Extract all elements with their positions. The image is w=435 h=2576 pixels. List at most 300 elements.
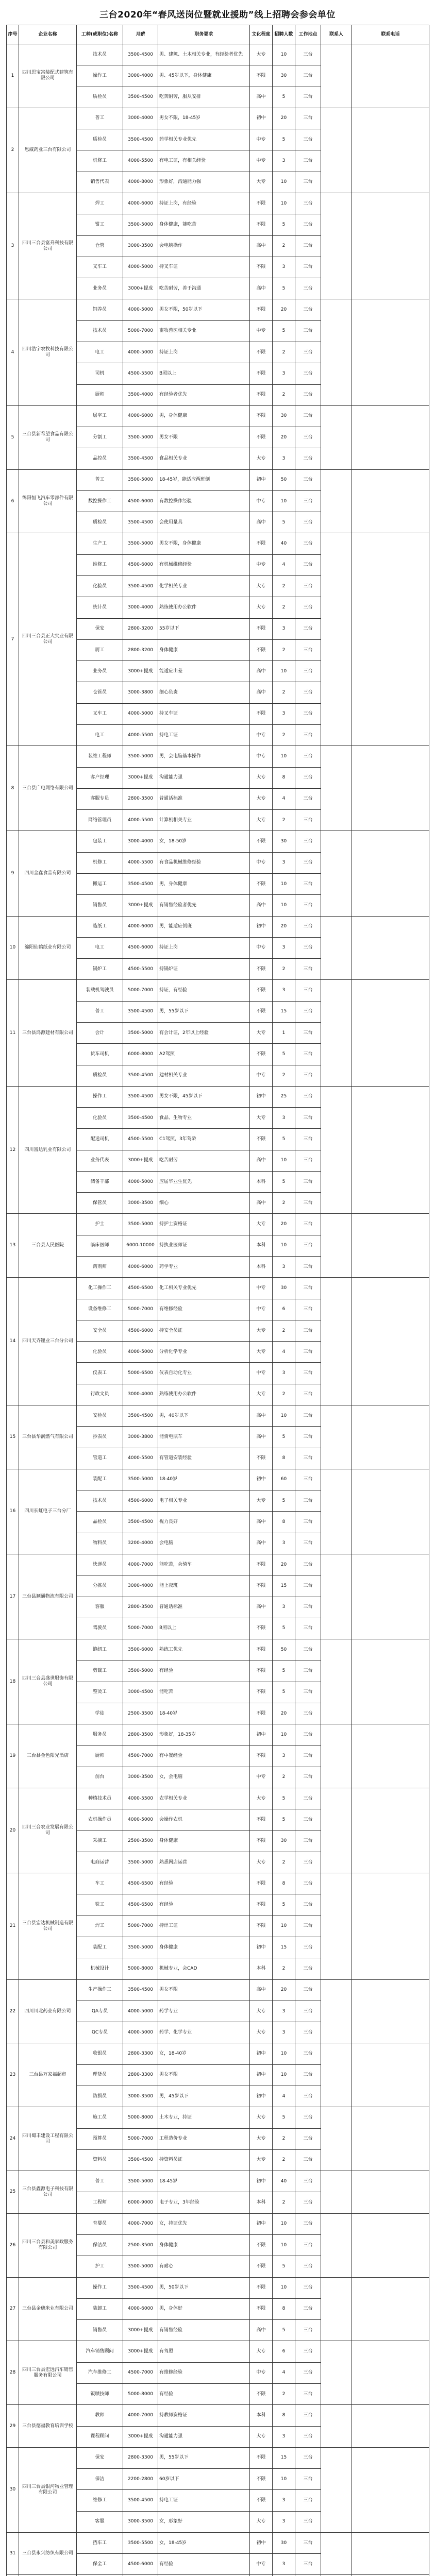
job-num-cell: 10 bbox=[273, 1150, 295, 1171]
job-req-cell: 女，18-50岁 bbox=[158, 831, 250, 852]
table-row bbox=[7, 2532, 429, 2553]
job-edu-cell: 初中 bbox=[250, 2086, 273, 2107]
job-pay-cell: 5000-8000 bbox=[123, 1958, 158, 1979]
company-name: 三台县顺通物流有限公司 bbox=[19, 1554, 77, 1639]
job-job-cell: 临床医师 bbox=[77, 1235, 123, 1256]
company-name: 四川三台县盛世服饰有限公司 bbox=[19, 1639, 77, 1724]
company-number: 24 bbox=[7, 2107, 19, 2171]
job-pay-cell: 3500-4500 bbox=[123, 512, 158, 533]
job-edu-cell: 不限 bbox=[250, 1575, 273, 1597]
contact-phone bbox=[352, 299, 429, 405]
table-row bbox=[7, 2171, 429, 2192]
company-name: 三台县鑫源电子科技有限公司 bbox=[19, 2171, 77, 2214]
job-num-cell: 2 bbox=[273, 2383, 295, 2404]
job-edu-cell: 大专 bbox=[250, 2022, 273, 2043]
table-row bbox=[7, 193, 429, 214]
job-req-cell: 有会计证，2年以上经验 bbox=[158, 1022, 250, 1043]
job-req-cell: 仪表自动化专业 bbox=[158, 1363, 250, 1384]
job-edu-cell: 不限 bbox=[250, 1448, 273, 1469]
job-job-cell: QC专员 bbox=[77, 2022, 123, 2043]
job-num-cell: 15 bbox=[273, 1001, 295, 1022]
job-job-cell: 数控操作工 bbox=[77, 490, 123, 512]
job-pay-cell: 3000-4000 bbox=[123, 831, 158, 852]
job-place-cell: 三台 bbox=[295, 235, 321, 257]
job-pay-cell: 2500-3500 bbox=[123, 1703, 158, 1724]
company-name: 绵阳仙鹤纸业有限公司 bbox=[19, 916, 77, 980]
company-number: 21 bbox=[7, 1873, 19, 1979]
job-place-cell: 三台 bbox=[295, 1703, 321, 1724]
job-req-cell: 持证上岗 bbox=[158, 937, 250, 958]
job-place-cell: 三台 bbox=[295, 916, 321, 937]
job-req-cell: 药学相关专业优先 bbox=[158, 129, 250, 150]
job-edu-cell: 本科 bbox=[250, 1235, 273, 1256]
job-pay-cell: 4000-7000 bbox=[123, 2213, 158, 2234]
job-job-cell: QA专员 bbox=[77, 2001, 123, 2022]
job-job-cell: 设备维修工 bbox=[77, 1299, 123, 1320]
job-place-cell: 三台 bbox=[295, 342, 321, 363]
job-place-cell: 三台 bbox=[295, 2490, 321, 2511]
job-num-cell: 2 bbox=[273, 639, 295, 660]
job-pay-cell: 3500-5000 bbox=[123, 1214, 158, 1235]
job-place-cell: 三台 bbox=[295, 2001, 321, 2022]
job-place-cell: 三台 bbox=[295, 193, 321, 214]
job-req-cell: 电子专业，3年经验 bbox=[158, 2192, 250, 2213]
job-place-cell: 三台 bbox=[295, 1533, 321, 1554]
job-job-cell: 仓管 bbox=[77, 235, 123, 257]
contact-phone bbox=[352, 2341, 429, 2405]
job-req-cell: 有销售经验 bbox=[158, 2320, 250, 2341]
job-job-cell: 业务代表 bbox=[77, 1150, 123, 1171]
job-req-cell: 视力良好 bbox=[158, 1512, 250, 1533]
contact-phone bbox=[352, 469, 429, 533]
job-place-cell: 三台 bbox=[295, 959, 321, 980]
job-place-cell: 三台 bbox=[295, 767, 321, 788]
job-job-cell: 钣喷技师 bbox=[77, 2383, 123, 2404]
job-place-cell: 三台 bbox=[295, 1448, 321, 1469]
job-place-cell: 三台 bbox=[295, 788, 321, 809]
contact-phone bbox=[352, 2277, 429, 2341]
job-num-cell: 30 bbox=[273, 405, 295, 427]
job-pay-cell: 4500-7000 bbox=[123, 2362, 158, 2383]
job-num-cell: 15 bbox=[273, 1937, 295, 1958]
job-place-cell: 三台 bbox=[295, 384, 321, 405]
job-num-cell: 2 bbox=[273, 1193, 295, 1214]
job-place-cell: 三台 bbox=[295, 1788, 321, 1809]
company-number: 22 bbox=[7, 1979, 19, 2043]
job-num-cell: 20 bbox=[273, 916, 295, 937]
job-req-cell: 有经验 bbox=[158, 1894, 250, 1916]
job-num-cell: 2 bbox=[273, 576, 295, 597]
job-job-cell: 会计 bbox=[77, 1022, 123, 1043]
job-job-cell: 叉车工 bbox=[77, 703, 123, 724]
job-num-cell: 3 bbox=[273, 448, 295, 469]
job-place-cell: 三台 bbox=[295, 533, 321, 554]
job-num-cell: 2 bbox=[273, 1852, 295, 1873]
job-pay-cell: 3000-4000 bbox=[123, 1384, 158, 1405]
job-job-cell: 销售员 bbox=[77, 895, 123, 916]
job-place-cell: 三台 bbox=[295, 2362, 321, 2383]
job-num-cell: 10 bbox=[273, 172, 295, 193]
job-job-cell: 仪表工 bbox=[77, 1363, 123, 1384]
contact-person bbox=[321, 193, 352, 299]
contact-person bbox=[321, 2277, 352, 2341]
job-edu-cell: 高中 bbox=[250, 1427, 273, 1448]
job-job-cell: 销售代表 bbox=[77, 172, 123, 193]
job-edu-cell: 高中 bbox=[250, 682, 273, 703]
contact-person bbox=[321, 2405, 352, 2448]
job-num-cell: 2 bbox=[273, 342, 295, 363]
table-row bbox=[7, 108, 429, 129]
job-pay-cell: 3000-3800 bbox=[123, 682, 158, 703]
job-num-cell: 8 bbox=[273, 1512, 295, 1533]
job-edu-cell: 大专 bbox=[250, 2001, 273, 2022]
job-edu-cell: 不限 bbox=[250, 1554, 273, 1575]
job-pay-cell: 3000+提成 bbox=[123, 661, 158, 682]
job-edu-cell: 中专 bbox=[250, 490, 273, 512]
job-place-cell: 三台 bbox=[295, 1894, 321, 1916]
job-edu-cell: 大专 bbox=[250, 1214, 273, 1235]
job-num-cell: 4 bbox=[273, 2362, 295, 2383]
job-edu-cell: 不限 bbox=[250, 1044, 273, 1065]
job-pay-cell: 3500-4500 bbox=[123, 44, 158, 65]
job-job-cell: 叉车工 bbox=[77, 257, 123, 278]
job-num-cell: 20 bbox=[273, 1554, 295, 1575]
job-pay-cell: 5000-6500 bbox=[123, 1363, 158, 1384]
job-job-cell: 课程顾问 bbox=[77, 2426, 123, 2447]
job-req-cell: 持证上岗，有经验 bbox=[158, 193, 250, 214]
job-place-cell: 三台 bbox=[295, 1299, 321, 1320]
job-edu-cell: 大专 bbox=[250, 448, 273, 469]
job-job-cell: 品控员 bbox=[77, 448, 123, 469]
job-job-cell: 搬运工 bbox=[77, 873, 123, 894]
job-place-cell: 三台 bbox=[295, 597, 321, 618]
contact-person bbox=[321, 2107, 352, 2171]
contact-person bbox=[321, 831, 352, 916]
job-job-cell: 挡车工 bbox=[77, 2532, 123, 2553]
job-pay-cell: 2800-3500 bbox=[123, 1597, 158, 1618]
job-num-cell: 2 bbox=[273, 384, 295, 405]
job-edu-cell: 中专 bbox=[250, 129, 273, 150]
contact-person bbox=[321, 1086, 352, 1214]
job-place-cell: 三台 bbox=[295, 2043, 321, 2064]
job-req-cell: 18-45岁 bbox=[158, 2171, 250, 2192]
column-header: 企业名称 bbox=[19, 25, 77, 44]
job-pay-cell: 3000+提成 bbox=[123, 1150, 158, 1171]
job-job-cell: 教师 bbox=[77, 2405, 123, 2426]
job-job-cell: 机械设计 bbox=[77, 1958, 123, 1979]
job-req-cell: 男女不限，45岁以下 bbox=[158, 1086, 250, 1107]
company-name: 四川金鑫食品有限公司 bbox=[19, 831, 77, 916]
contact-person bbox=[321, 2213, 352, 2277]
job-job-cell: 分拣员 bbox=[77, 1575, 123, 1597]
contact-phone bbox=[352, 1214, 429, 1278]
job-place-cell: 三台 bbox=[295, 2149, 321, 2171]
company-name: 四川三台县正大实业有限公司 bbox=[19, 533, 77, 746]
job-num-cell: 2 bbox=[273, 959, 295, 980]
job-pay-cell: 4000-5500 bbox=[123, 810, 158, 831]
job-edu-cell: 中专 bbox=[250, 2362, 273, 2383]
job-num-cell: 5 bbox=[273, 2320, 295, 2341]
column-header: 文化程度 bbox=[250, 25, 273, 44]
job-job-cell: 技术员 bbox=[77, 320, 123, 342]
table-row bbox=[7, 44, 429, 65]
job-edu-cell: 高中 bbox=[250, 1597, 273, 1618]
table-row bbox=[7, 2107, 429, 2128]
job-pay-cell: 3500-5000 bbox=[123, 1022, 158, 1043]
job-req-cell: 药学、化学专业 bbox=[158, 2022, 250, 2043]
job-pay-cell: 2800-3200 bbox=[123, 618, 158, 639]
job-pay-cell: 4000-7000 bbox=[123, 1554, 158, 1575]
job-req-cell: 女，形象好 bbox=[158, 2511, 250, 2532]
job-job-cell: 化验员 bbox=[77, 1342, 123, 1363]
job-edu-cell: 本科 bbox=[250, 1958, 273, 1979]
job-req-cell: 持锅炉证 bbox=[158, 959, 250, 980]
job-place-cell: 三台 bbox=[295, 852, 321, 873]
job-place-cell: 三台 bbox=[295, 873, 321, 894]
job-place-cell: 三台 bbox=[295, 1086, 321, 1107]
job-job-cell: 仓管员 bbox=[77, 682, 123, 703]
job-edu-cell: 高中 bbox=[250, 1512, 273, 1533]
job-req-cell: 能骑电瓶车 bbox=[158, 1427, 250, 1448]
job-pay-cell: 4000-5500 bbox=[123, 1448, 158, 1469]
job-req-cell: 计算机相关专业 bbox=[158, 810, 250, 831]
job-job-cell: 安检员 bbox=[77, 1405, 123, 1427]
job-place-cell: 三台 bbox=[295, 129, 321, 150]
job-place-cell: 三台 bbox=[295, 980, 321, 1001]
company-number: 23 bbox=[7, 2043, 19, 2107]
job-job-cell: 车工 bbox=[77, 1873, 123, 1894]
job-num-cell: 5 bbox=[273, 1129, 295, 1150]
job-req-cell: 有维修经验 bbox=[158, 2362, 250, 2383]
job-num-cell: 10 bbox=[273, 661, 295, 682]
job-req-cell: 有驾照 bbox=[158, 2341, 250, 2362]
job-req-cell: 男、建筑、土木相关专业，有经验者优先 bbox=[158, 44, 250, 65]
job-job-cell: 储备干部 bbox=[77, 1171, 123, 1192]
job-place-cell: 三台 bbox=[295, 299, 321, 320]
job-place-cell: 三台 bbox=[295, 2511, 321, 2532]
job-place-cell: 三台 bbox=[295, 746, 321, 767]
job-req-cell: 身体健康 bbox=[158, 639, 250, 660]
job-pay-cell: 6000-9000 bbox=[123, 2192, 158, 2213]
job-edu-cell: 不限 bbox=[250, 1831, 273, 1852]
job-pay-cell: 3000-4000 bbox=[123, 1575, 158, 1597]
job-edu-cell: 不限 bbox=[250, 1660, 273, 1682]
job-place-cell: 三台 bbox=[295, 1937, 321, 1958]
job-req-cell: 男，身体健康 bbox=[158, 405, 250, 427]
job-num-cell: 15 bbox=[273, 2447, 295, 2468]
job-edu-cell: 初中 bbox=[250, 2043, 273, 2064]
contact-person bbox=[321, 980, 352, 1086]
job-req-cell: 持护士资格证 bbox=[158, 1214, 250, 1235]
job-job-cell: 技术员 bbox=[77, 44, 123, 65]
job-place-cell: 三台 bbox=[295, 512, 321, 533]
job-num-cell: 3 bbox=[273, 1108, 295, 1129]
job-num-cell: 8 bbox=[273, 1448, 295, 1469]
table-row bbox=[7, 2405, 429, 2426]
job-edu-cell: 不限 bbox=[250, 193, 273, 214]
company-name: 四川浩宇农牧科技有限公司 bbox=[19, 299, 77, 405]
job-pay-cell: 4000-5500 bbox=[123, 150, 158, 172]
job-job-cell: 资料员 bbox=[77, 2149, 123, 2171]
job-job-cell: 汽车维修工 bbox=[77, 2362, 123, 2383]
contact-phone bbox=[352, 1278, 429, 1405]
job-edu-cell: 不限 bbox=[250, 533, 273, 554]
job-req-cell: 60岁以下 bbox=[158, 2469, 250, 2490]
job-pay-cell: 3000-3800 bbox=[123, 1427, 158, 1448]
job-pay-cell: 3500-4000 bbox=[123, 384, 158, 405]
contact-person bbox=[321, 1979, 352, 2043]
job-pay-cell: 2800-3200 bbox=[123, 639, 158, 660]
job-req-cell: 化学相关专业 bbox=[158, 576, 250, 597]
job-pay-cell: 4500-5500 bbox=[123, 1129, 158, 1150]
job-place-cell: 三台 bbox=[295, 1512, 321, 1533]
job-edu-cell: 初中 bbox=[250, 2532, 273, 2553]
job-edu-cell: 不限 bbox=[250, 65, 273, 87]
job-edu-cell: 不限 bbox=[250, 980, 273, 1001]
job-req-cell: 能上夜班 bbox=[158, 1575, 250, 1597]
job-edu-cell: 大专 bbox=[250, 1384, 273, 1405]
job-job-cell: 普工 bbox=[77, 1001, 123, 1022]
job-edu-cell: 初中 bbox=[250, 2213, 273, 2234]
job-edu-cell: 高中 bbox=[250, 1405, 273, 1427]
job-pay-cell: 3500-5000 bbox=[123, 469, 158, 490]
job-num-cell: 10 bbox=[273, 1724, 295, 1745]
contact-phone bbox=[352, 2405, 429, 2448]
job-place-cell: 三台 bbox=[295, 469, 321, 490]
job-pay-cell: 3000+提成 bbox=[123, 278, 158, 299]
job-pay-cell: 4000-6000 bbox=[123, 2298, 158, 2319]
table-row bbox=[7, 831, 429, 852]
table-row bbox=[7, 1873, 429, 1894]
job-req-cell: 男，55岁以下 bbox=[158, 1001, 250, 1022]
job-req-cell: 男、45岁以下，身体健康 bbox=[158, 65, 250, 87]
job-pay-cell: 4500-6000 bbox=[123, 1320, 158, 1341]
job-job-cell: 保洁员 bbox=[77, 2234, 123, 2256]
job-num-cell: 3 bbox=[273, 363, 295, 384]
job-req-cell: 持叉车证 bbox=[158, 257, 250, 278]
job-num-cell: 10 bbox=[273, 193, 295, 214]
job-edu-cell: 不限 bbox=[250, 959, 273, 980]
job-pay-cell: 3500-4500 bbox=[123, 1108, 158, 1129]
job-num-cell: 6 bbox=[273, 1299, 295, 1320]
job-place-cell: 三台 bbox=[295, 1809, 321, 1831]
contact-phone bbox=[352, 1469, 429, 1554]
company-name: 四川长虹电子三台分厂 bbox=[19, 1469, 77, 1554]
job-req-cell: 会电脑操作 bbox=[158, 235, 250, 257]
company-number: 12 bbox=[7, 1086, 19, 1214]
job-pay-cell: 4000-5000 bbox=[123, 2001, 158, 2022]
job-edu-cell: 不限 bbox=[250, 1639, 273, 1660]
table-row bbox=[7, 916, 429, 937]
job-req-cell: 细心 bbox=[158, 1193, 250, 1214]
job-req-cell: 吃苦耐劳 bbox=[158, 1150, 250, 1171]
job-place-cell: 三台 bbox=[295, 1724, 321, 1745]
job-job-cell: 电工 bbox=[77, 342, 123, 363]
job-pay-cell: 3000-3500 bbox=[123, 235, 158, 257]
job-edu-cell: 初中 bbox=[250, 1086, 273, 1107]
job-pay-cell: 3500-4500 bbox=[123, 576, 158, 597]
job-pay-cell: 3500-4500 bbox=[123, 1065, 158, 1086]
company-name: 四川川北药业有限公司 bbox=[19, 1979, 77, 2043]
job-place-cell: 三台 bbox=[295, 1427, 321, 1448]
job-job-cell: 电工 bbox=[77, 725, 123, 746]
job-num-cell: 40 bbox=[273, 2171, 295, 2192]
company-name: 三台县广电网络有限公司 bbox=[19, 746, 77, 831]
job-edu-cell: 不限 bbox=[250, 299, 273, 320]
job-num-cell: 3 bbox=[273, 150, 295, 172]
table-row bbox=[7, 533, 429, 554]
job-req-cell: 能吃苦 bbox=[158, 1682, 250, 1703]
job-edu-cell: 中专 bbox=[250, 2554, 273, 2575]
job-job-cell: 快递员 bbox=[77, 1554, 123, 1575]
job-num-cell: 30 bbox=[273, 831, 295, 852]
job-pay-cell: 2800-3500 bbox=[123, 788, 158, 809]
job-req-cell: 18-45岁，能适应两班倒 bbox=[158, 469, 250, 490]
job-job-cell: 网络管理员 bbox=[77, 810, 123, 831]
job-place-cell: 三台 bbox=[295, 2064, 321, 2086]
contact-phone bbox=[352, 2107, 429, 2171]
table-row bbox=[7, 1979, 429, 2001]
job-num-cell: 5 bbox=[273, 1894, 295, 1916]
job-edu-cell: 中专 bbox=[250, 1278, 273, 1299]
job-place-cell: 三台 bbox=[295, 1469, 321, 1490]
job-place-cell: 三台 bbox=[295, 448, 321, 469]
job-req-cell: 药学专业 bbox=[158, 2001, 250, 2022]
job-edu-cell: 中专 bbox=[250, 1363, 273, 1384]
job-req-cell: 男，身体好 bbox=[158, 2298, 250, 2319]
job-num-cell: 5 bbox=[273, 214, 295, 235]
job-num-cell: 20 bbox=[273, 1214, 295, 1235]
job-job-cell: 采摘工 bbox=[77, 1831, 123, 1852]
job-job-cell: 装载机驾驶员 bbox=[77, 980, 123, 1001]
job-place-cell: 三台 bbox=[295, 1575, 321, 1597]
job-num-cell: 10 bbox=[273, 873, 295, 894]
job-job-cell: 机修工 bbox=[77, 852, 123, 873]
job-pay-cell: 3000-3500 bbox=[123, 1193, 158, 1214]
job-pay-cell: 3500-6000 bbox=[123, 1639, 158, 1660]
job-job-cell: 防损员 bbox=[77, 2086, 123, 2107]
job-req-cell: 有机械维修经验 bbox=[158, 554, 250, 575]
job-pay-cell: 4500-6000 bbox=[123, 1490, 158, 1512]
job-place-cell: 三台 bbox=[295, 1597, 321, 1618]
company-name: 三台县鸿源建材有限公司 bbox=[19, 980, 77, 1086]
job-num-cell: 10 bbox=[273, 1405, 295, 1427]
job-pay-cell: 4500-5500 bbox=[123, 959, 158, 980]
contact-phone bbox=[352, 1554, 429, 1639]
job-edu-cell: 高中 bbox=[250, 1979, 273, 2001]
job-num-cell: 20 bbox=[273, 427, 295, 448]
job-pay-cell: 3000+提成 bbox=[123, 2426, 158, 2447]
job-edu-cell: 不限 bbox=[250, 384, 273, 405]
job-place-cell: 三台 bbox=[295, 1193, 321, 1214]
job-edu-cell: 初中 bbox=[250, 916, 273, 937]
job-job-cell: 生产操作工 bbox=[77, 1979, 123, 2001]
job-edu-cell: 中专 bbox=[250, 1767, 273, 1788]
job-job-cell: 装配工 bbox=[77, 1469, 123, 1490]
job-job-cell: 包装工 bbox=[77, 831, 123, 852]
job-req-cell: 男女不限，50岁以下 bbox=[158, 299, 250, 320]
job-place-cell: 三台 bbox=[295, 2383, 321, 2404]
job-req-cell: 食品、生物专业 bbox=[158, 1108, 250, 1129]
job-pay-cell: 4000-5500 bbox=[123, 1788, 158, 1809]
job-req-cell: 电子相关专业 bbox=[158, 1490, 250, 1512]
contact-phone bbox=[352, 405, 429, 469]
contact-person bbox=[321, 2532, 352, 2575]
job-place-cell: 三台 bbox=[295, 1979, 321, 2001]
job-req-cell: 身体健康 bbox=[158, 2234, 250, 2256]
job-req-cell: 能吃苦，会骑车 bbox=[158, 1554, 250, 1575]
job-place-cell: 三台 bbox=[295, 427, 321, 448]
